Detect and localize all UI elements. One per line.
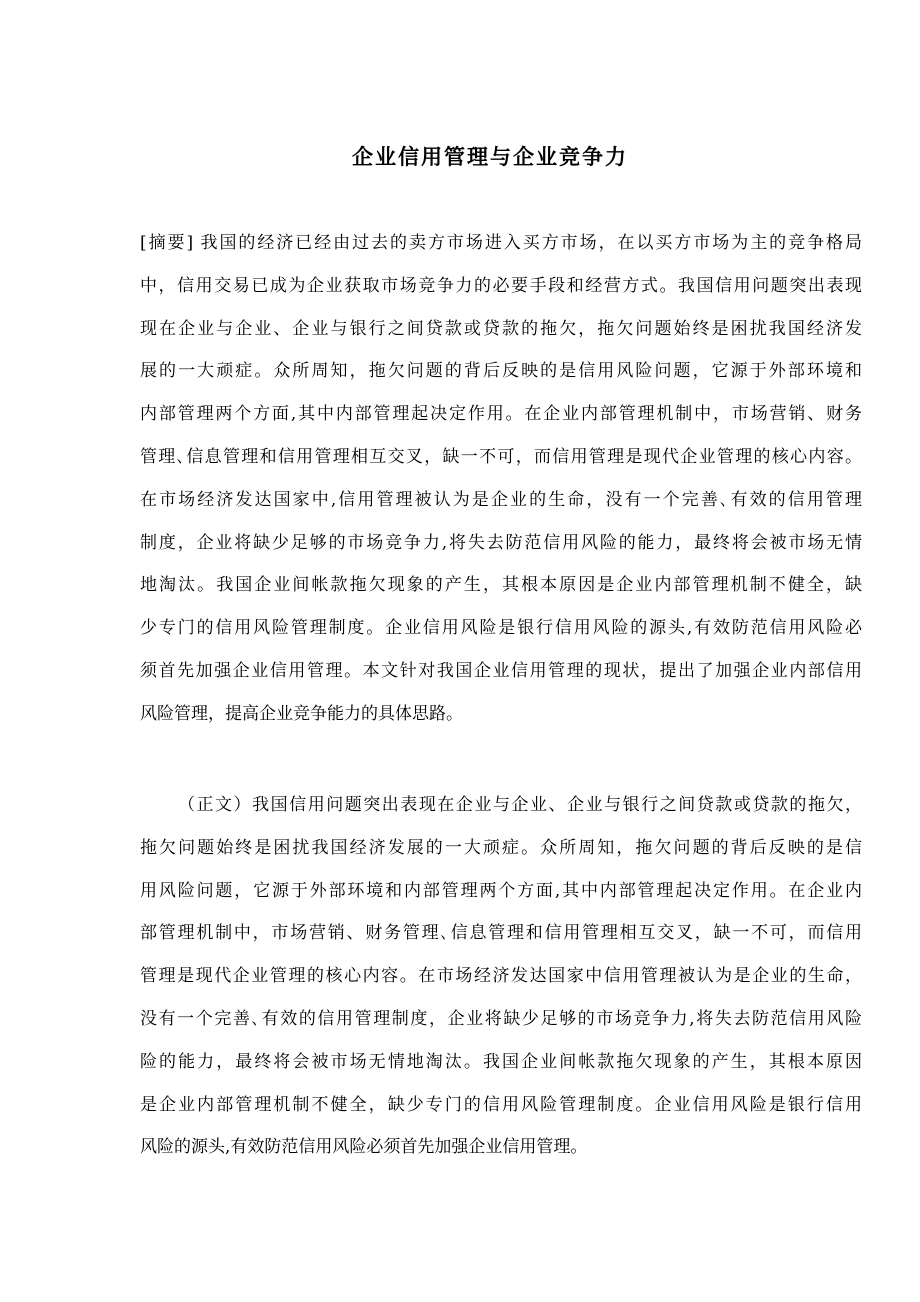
- body-line: 部管理机制中，市场营销、财务管理､信息管理和信用管理相互交叉，缺一不可，而信用: [140, 923, 862, 944]
- abstract-line: [摘要] 我国的经济已经由过去的卖方市场进入买方市场，在以买方市场为主的竞争格局: [140, 233, 862, 253]
- abstract-line: 须首先加强企业信用管理。本文针对我国企业信用管理的现状，提出了加强企业内部信用: [140, 660, 862, 681]
- body-line: 管理是现代企业管理的核心内容。在市场经济发达国家中信用管理被认为是企业的生命，: [140, 966, 862, 987]
- body-paragraph: [140, 791, 862, 1176]
- body-line: 没有一个完善､有效的信用管理制度，企业将缺少足够的市场竞争力,将失去防范信用风险: [140, 1008, 862, 1029]
- abstract-paragraph: [140, 229, 862, 743]
- abstract-line: 制度，企业将缺少足够的市场竞争力,将失去防范信用风险的能力，最终将会被市场无情: [140, 532, 862, 553]
- abstract-line: 内部管理两个方面,其中内部管理起决定作用。在企业内部管理机制中，市场营销、财务: [140, 404, 862, 425]
- body-line: （正文）我国信用问题突出表现在企业与企业、企业与银行之间贷款或贷款的拖欠，: [178, 795, 862, 815]
- abstract-line: 地淘汰。我国企业间帐款拖欠现象的产生，其根本原因是企业内部管理机制不健全，缺: [140, 575, 862, 596]
- abstract-line: 风险管理，提高企业竞争能力的具体思路。: [140, 703, 463, 724]
- document-title: 企业信用管理与企业竞争力: [352, 144, 628, 169]
- abstract-line: 少专门的信用风险管理制度。企业信用风险是银行信用风险的源头,有效防范信用风险必: [140, 618, 862, 639]
- body-line: 用风险问题，它源于外部环境和内部管理两个方面,其中内部管理起决定作用。在企业内: [140, 880, 862, 901]
- abstract-line: 在市场经济发达国家中,信用管理被认为是企业的生命，没有一个完善､有效的信用管理: [140, 489, 862, 510]
- body-line: 风险的源头,有效防范信用风险必须首先加强企业信用管理。: [140, 1137, 588, 1158]
- abstract-line: 现在企业与企业、企业与银行之间贷款或贷款的拖欠，拖欠问题始终是困扰我国经济发: [140, 318, 862, 339]
- abstract-line: 管理､信息管理和信用管理相互交叉，缺一不可，而信用管理是现代企业管理的核心内容。: [140, 446, 862, 467]
- body-line: 是企业内部管理机制不健全，缺少专门的信用风险管理制度。企业信用风险是银行信用: [140, 1094, 862, 1115]
- body-line: 拖欠问题始终是困扰我国经济发展的一大顽症。众所周知，拖欠问题的背后反映的是信: [140, 837, 862, 858]
- abstract-line: 展的一大顽症。众所周知，拖欠问题的背后反映的是信用风险问题，它源于外部环境和: [140, 361, 862, 382]
- abstract-line: 中，信用交易已成为企业获取市场竞争力的必要手段和经营方式。我国信用问题突出表现: [140, 275, 862, 296]
- body-line: 险的能力，最终将会被市场无情地淘汰。我国企业间帐款拖欠现象的产生，其根本原因: [140, 1051, 862, 1072]
